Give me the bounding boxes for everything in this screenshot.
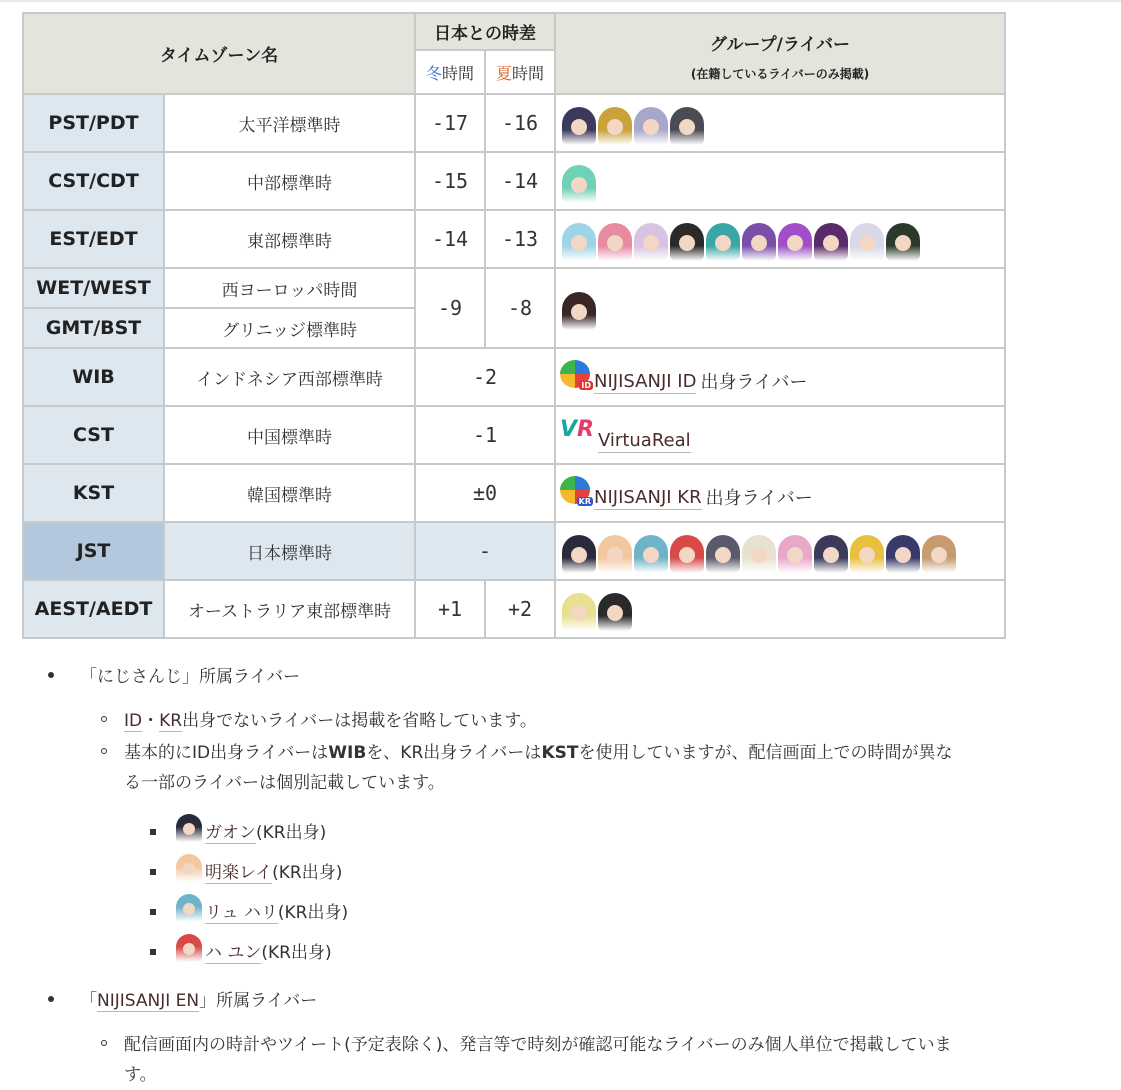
avatar[interactable]	[598, 107, 632, 145]
tz-abbr: CST/CDT	[23, 152, 164, 210]
header-group-sub: (在籍しているライバーのみ掲載)	[690, 66, 870, 81]
avatar[interactable]	[706, 535, 740, 573]
tz-name: 西ヨーロッパ時間	[164, 268, 415, 308]
nijisanji-kr-link[interactable]: NIJISANJI KR	[594, 487, 702, 508]
liver-origin: (KR出身)	[272, 863, 343, 883]
avatar[interactable]	[742, 223, 776, 261]
avatar[interactable]	[562, 107, 596, 145]
kst-bold: KST	[541, 743, 579, 763]
tz-name: 東部標準時	[164, 210, 415, 268]
liver-origin: (KR出身)	[277, 903, 349, 923]
bullet-circle	[101, 748, 107, 754]
avatar[interactable]	[598, 223, 632, 261]
table-row	[23, 406, 1005, 464]
tz-name: 日本標準時	[164, 522, 415, 580]
avatar[interactable]	[670, 107, 704, 145]
avatar-list	[560, 159, 1004, 203]
bullet-square	[150, 909, 156, 915]
avatar[interactable]	[850, 223, 884, 261]
avatar[interactable]	[814, 223, 848, 261]
table-row	[23, 464, 1005, 522]
note-text: 出身でないライバーは掲載を省略しています。	[182, 711, 537, 731]
list-item	[176, 814, 326, 843]
tz-abbr: EST/EDT	[23, 210, 164, 268]
tz-name: 中国標準時	[164, 406, 415, 464]
note-text: を使用していますが、配信画面上での時間が異な	[578, 743, 953, 763]
liver-link-akira-rei[interactable]: 明楽レイ	[205, 863, 273, 883]
avatar-list	[560, 286, 1004, 330]
tz-name: インドネシア西部標準時	[164, 348, 415, 406]
diff-value: -	[415, 522, 555, 580]
header-summer	[485, 50, 555, 94]
table-row	[23, 580, 1005, 638]
logo-tag: ID	[581, 381, 592, 390]
list-item	[176, 894, 348, 923]
kr-link[interactable]: KR	[159, 711, 183, 731]
diff-winter: -17	[415, 94, 485, 152]
avatar[interactable]	[634, 223, 668, 261]
table-row	[23, 210, 1005, 268]
group-tail: 出身ライバー	[705, 488, 813, 509]
diff-winter: -14	[415, 210, 485, 268]
avatar[interactable]	[778, 535, 812, 573]
note-id-kr	[124, 706, 537, 731]
virtuareal-link[interactable]: VirtuaReal	[598, 430, 691, 451]
tz-name: 中部標準時	[164, 152, 415, 210]
liver-link-ha-yun[interactable]: ハ ユン	[205, 943, 262, 963]
tz-name: グリニッジ標準時	[164, 308, 415, 348]
winter-label: 冬	[426, 63, 443, 83]
group-link-row	[560, 360, 1004, 394]
diff-summer: -13	[485, 210, 555, 268]
avatar	[176, 814, 202, 842]
list-item	[176, 934, 332, 963]
avatar-list	[560, 587, 1004, 631]
sep-text: ・	[142, 711, 160, 731]
table-row	[23, 94, 1005, 152]
avatar[interactable]	[634, 535, 668, 573]
header-tz-name: タイムゾーン名	[23, 13, 415, 94]
tz-abbr: CST	[23, 406, 164, 464]
avatar[interactable]	[670, 223, 704, 261]
tz-abbr: WIB	[23, 348, 164, 406]
winter-suffix: 時間	[442, 63, 475, 83]
nijisanji-logo-icon	[560, 476, 590, 504]
avatar[interactable]	[886, 223, 920, 261]
nijisanji-en-link[interactable]: NIJISANJI EN	[97, 991, 200, 1011]
group-cell	[555, 348, 1005, 406]
avatar[interactable]	[670, 535, 704, 573]
avatar-list	[560, 529, 1004, 573]
tz-abbr: AEST/AEDT	[23, 580, 164, 638]
diff-value: ±0	[415, 464, 555, 522]
timezone-table	[22, 12, 1006, 639]
group-cell	[555, 210, 1005, 268]
avatar[interactable]	[634, 107, 668, 145]
avatar[interactable]	[886, 535, 920, 573]
liver-link-ryu-hari[interactable]: リュ ハリ	[205, 903, 278, 923]
bullet-circle	[101, 1040, 107, 1046]
bullet-square	[150, 949, 156, 955]
diff-summer: -14	[485, 152, 555, 210]
liver-origin: (KR出身)	[256, 823, 327, 843]
diff-winter: -9	[415, 268, 485, 348]
group-cell	[555, 152, 1005, 210]
note-en-detail-cont: す。	[124, 1065, 157, 1085]
avatar[interactable]	[562, 292, 596, 330]
table-row	[23, 522, 1005, 580]
diff-winter: +1	[415, 580, 485, 638]
diff-value: -2	[415, 348, 555, 406]
avatar[interactable]	[814, 535, 848, 573]
id-link[interactable]: ID	[124, 711, 143, 731]
group-tail: 出身ライバー	[700, 372, 808, 393]
group-cell	[555, 94, 1005, 152]
avatar[interactable]	[850, 535, 884, 573]
tz-abbr: JST	[23, 522, 164, 580]
tz-abbr: WET/WEST	[23, 268, 164, 308]
avatar	[176, 894, 202, 922]
diff-winter: -15	[415, 152, 485, 210]
avatar[interactable]	[598, 535, 632, 573]
header-group	[555, 13, 1005, 94]
avatar[interactable]	[778, 223, 812, 261]
note-nijisanji-en	[80, 986, 317, 1011]
tz-abbr: KST	[23, 464, 164, 522]
bullet-dot	[48, 996, 54, 1002]
table-row	[23, 268, 1005, 308]
tz-name: 韓国標準時	[164, 464, 415, 522]
group-cell	[555, 268, 1005, 348]
diff-summer: -8	[485, 268, 555, 348]
table-row	[23, 152, 1005, 210]
summer-suffix: 時間	[512, 63, 545, 83]
summer-label: 夏	[496, 63, 513, 83]
diff-value: -1	[415, 406, 555, 464]
note-text: 」所属ライバー	[199, 991, 318, 1011]
note-timezone-usage	[124, 738, 952, 763]
header-diff: 日本との時差	[415, 13, 555, 50]
header-winter	[415, 50, 485, 94]
note-en-detail: 配信画面内の時計やツイート(予定表除く)、発言等で時刻が確認可能なライバーのみ個人単位で掲載していま	[124, 1035, 952, 1055]
bullet-circle	[101, 716, 107, 722]
avatar[interactable]	[562, 223, 596, 261]
top-divider	[0, 0, 1121, 2]
avatar	[176, 934, 202, 962]
note-text: 基本的にID出身ライバーは	[124, 743, 329, 763]
nijisanji-logo-icon	[560, 360, 590, 388]
note-text: を、KR出身ライバーは	[366, 743, 542, 763]
logo-tag: KR	[578, 497, 592, 506]
note-nijisanji: 「にじさんじ」所属ライバー	[80, 667, 301, 687]
list-item	[176, 854, 342, 883]
note-text: 「	[80, 991, 97, 1011]
note-timezone-usage-cont: る一部のライバーは個別記載しています。	[124, 773, 445, 793]
tz-name: 太平洋標準時	[164, 94, 415, 152]
tz-abbr: PST/PDT	[23, 94, 164, 152]
avatar[interactable]	[562, 593, 596, 631]
liver-origin: (KR出身)	[261, 943, 332, 963]
group-link-row	[560, 476, 1004, 510]
diff-summer: +2	[485, 580, 555, 638]
avatar-list	[560, 101, 1004, 145]
bullet-square	[150, 829, 156, 835]
diff-summer: -16	[485, 94, 555, 152]
group-link-row	[560, 417, 1004, 453]
bullet-dot	[48, 672, 54, 678]
group-cell	[555, 464, 1005, 522]
group-cell	[555, 406, 1005, 464]
liver-link-gaon[interactable]: ガオン	[205, 823, 256, 843]
bullet-square	[150, 869, 156, 875]
avatar[interactable]	[598, 593, 632, 631]
group-cell	[555, 522, 1005, 580]
avatar[interactable]	[922, 535, 956, 573]
avatar[interactable]	[706, 223, 740, 261]
tz-name: オーストラリア東部標準時	[164, 580, 415, 638]
virtuareal-logo-icon: VR	[560, 417, 594, 442]
avatar[interactable]	[562, 535, 596, 573]
group-cell	[555, 580, 1005, 638]
wib-bold: WIB	[328, 743, 367, 763]
avatar[interactable]	[742, 535, 776, 573]
avatar[interactable]	[562, 165, 596, 203]
avatar-list	[560, 217, 1004, 261]
nijisanji-id-link[interactable]: NIJISANJI ID	[594, 371, 697, 392]
header-group-title: グループ/ライバー	[710, 34, 851, 55]
tz-abbr: GMT/BST	[23, 308, 164, 348]
avatar	[176, 854, 202, 882]
table-row	[23, 348, 1005, 406]
